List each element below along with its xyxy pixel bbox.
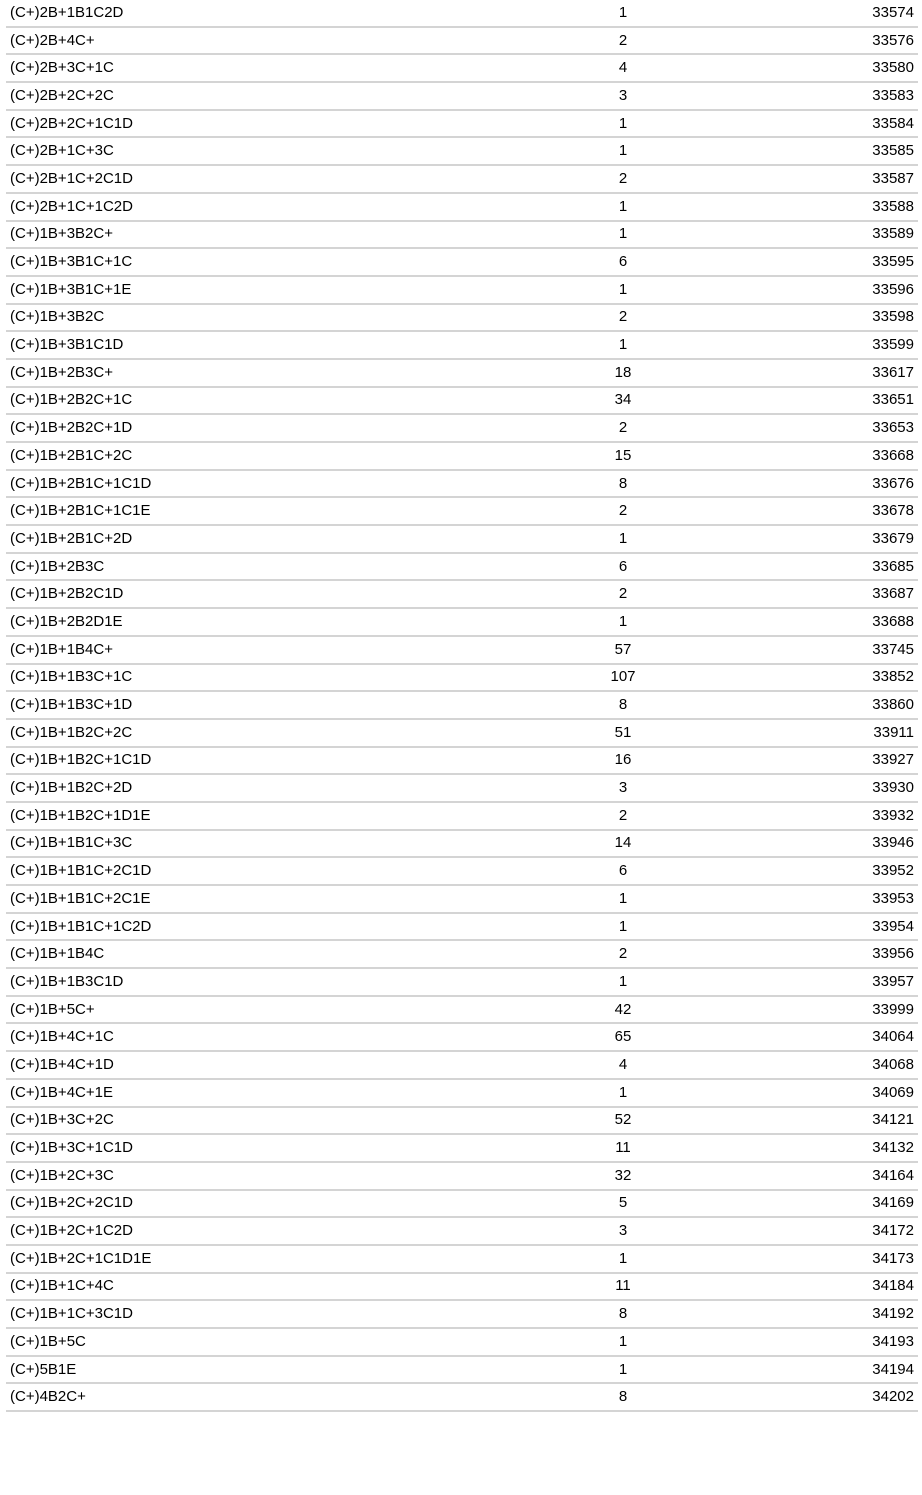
pattern-cell: (C+)1B+1B2C+2C xyxy=(6,719,406,747)
pattern-cell: (C+)1B+2B2C1D xyxy=(6,580,406,608)
pattern-cell: (C+)1B+4C+1E xyxy=(6,1079,406,1107)
count-cell: 1 xyxy=(406,331,840,359)
table-row xyxy=(6,276,918,304)
pattern-cell: (C+)1B+1B4C xyxy=(6,940,406,968)
cumulative-cell: 34172 xyxy=(840,1217,918,1245)
pattern-cell: (C+)1B+3B2C xyxy=(6,304,406,332)
pattern-cell: (C+)1B+1B3C+1D xyxy=(6,691,406,719)
pattern-cell: (C+)1B+3B1C+1E xyxy=(6,276,406,304)
table-row xyxy=(6,885,918,913)
cumulative-cell: 33589 xyxy=(840,221,918,249)
cumulative-cell: 34193 xyxy=(840,1328,918,1356)
count-cell: 15 xyxy=(406,442,840,470)
pattern-cell: (C+)1B+3B2C+ xyxy=(6,221,406,249)
table-row xyxy=(6,1134,918,1162)
table-row xyxy=(6,968,918,996)
pattern-cell: (C+)1B+4C+1D xyxy=(6,1051,406,1079)
table-row xyxy=(6,193,918,221)
cumulative-cell: 33678 xyxy=(840,497,918,525)
cumulative-cell: 33745 xyxy=(840,636,918,664)
table-row xyxy=(6,1328,918,1356)
cumulative-cell: 33860 xyxy=(840,691,918,719)
table-row xyxy=(6,331,918,359)
table-row xyxy=(6,691,918,719)
cumulative-cell: 33930 xyxy=(840,774,918,802)
count-cell: 1 xyxy=(406,608,840,636)
count-cell: 1 xyxy=(406,1356,840,1384)
count-cell: 5 xyxy=(406,1190,840,1218)
count-cell: 2 xyxy=(406,165,840,193)
pattern-cell: (C+)1B+1B1C+2C1D xyxy=(6,857,406,885)
table-row xyxy=(6,1107,918,1135)
table-row xyxy=(6,359,918,387)
count-cell: 2 xyxy=(406,580,840,608)
cumulative-cell: 33653 xyxy=(840,414,918,442)
pattern-cell: (C+)2B+1B1C2D xyxy=(6,0,406,27)
data-table xyxy=(6,0,918,1412)
pattern-cell: (C+)4B2C+ xyxy=(6,1383,406,1411)
cumulative-cell: 33580 xyxy=(840,54,918,82)
pattern-cell: (C+)1B+1B3C+1C xyxy=(6,664,406,692)
table-body xyxy=(6,0,918,1411)
table-row xyxy=(6,1051,918,1079)
pattern-cell: (C+)1B+2B3C xyxy=(6,553,406,581)
pattern-cell: (C+)2B+1C+3C xyxy=(6,137,406,165)
pattern-cell: (C+)2B+1C+2C1D xyxy=(6,165,406,193)
pattern-cell: (C+)1B+2B3C+ xyxy=(6,359,406,387)
pattern-cell: (C+)1B+2B1C+1C1E xyxy=(6,497,406,525)
cumulative-cell: 33957 xyxy=(840,968,918,996)
table-row xyxy=(6,1245,918,1273)
count-cell: 14 xyxy=(406,830,840,858)
table-row xyxy=(6,165,918,193)
cumulative-cell: 34132 xyxy=(840,1134,918,1162)
cumulative-cell: 33596 xyxy=(840,276,918,304)
count-cell: 1 xyxy=(406,885,840,913)
pattern-cell: (C+)1B+1B2C+1D1E xyxy=(6,802,406,830)
cumulative-cell: 33576 xyxy=(840,27,918,55)
table-row xyxy=(6,497,918,525)
cumulative-cell: 33574 xyxy=(840,0,918,27)
count-cell: 1 xyxy=(406,137,840,165)
table-row xyxy=(6,664,918,692)
count-cell: 52 xyxy=(406,1107,840,1135)
count-cell: 1 xyxy=(406,193,840,221)
table-row xyxy=(6,248,918,276)
pattern-cell: (C+)1B+1B2C+2D xyxy=(6,774,406,802)
table-row xyxy=(6,387,918,415)
cumulative-cell: 33946 xyxy=(840,830,918,858)
table-row xyxy=(6,442,918,470)
cumulative-cell: 33599 xyxy=(840,331,918,359)
pattern-cell: (C+)2B+1C+1C2D xyxy=(6,193,406,221)
count-cell: 8 xyxy=(406,1300,840,1328)
table-row xyxy=(6,774,918,802)
cumulative-cell: 33954 xyxy=(840,913,918,941)
table-row xyxy=(6,608,918,636)
count-cell: 1 xyxy=(406,525,840,553)
pattern-cell: (C+)1B+5C xyxy=(6,1328,406,1356)
pattern-cell: (C+)2B+2C+2C xyxy=(6,82,406,110)
pattern-cell: (C+)1B+2B2C+1C xyxy=(6,387,406,415)
cumulative-cell: 33952 xyxy=(840,857,918,885)
table-row xyxy=(6,1356,918,1384)
count-cell: 3 xyxy=(406,774,840,802)
cumulative-cell: 34173 xyxy=(840,1245,918,1273)
pattern-cell: (C+)1B+2B1C+2C xyxy=(6,442,406,470)
count-cell: 32 xyxy=(406,1162,840,1190)
count-cell: 6 xyxy=(406,248,840,276)
table-row xyxy=(6,1190,918,1218)
count-cell: 2 xyxy=(406,802,840,830)
pattern-cell: (C+)1B+2C+3C xyxy=(6,1162,406,1190)
pattern-cell: (C+)1B+1B3C1D xyxy=(6,968,406,996)
cumulative-cell: 34068 xyxy=(840,1051,918,1079)
cumulative-cell: 33852 xyxy=(840,664,918,692)
pattern-cell: (C+)1B+1C+4C xyxy=(6,1273,406,1301)
table-row xyxy=(6,82,918,110)
cumulative-cell: 33588 xyxy=(840,193,918,221)
cumulative-cell: 33688 xyxy=(840,608,918,636)
pattern-cell: (C+)1B+1B1C+1C2D xyxy=(6,913,406,941)
table-row xyxy=(6,1079,918,1107)
cumulative-cell: 34121 xyxy=(840,1107,918,1135)
cumulative-cell: 33617 xyxy=(840,359,918,387)
count-cell: 1 xyxy=(406,1245,840,1273)
cumulative-cell: 33585 xyxy=(840,137,918,165)
table-row xyxy=(6,54,918,82)
table-row xyxy=(6,0,918,27)
table-row xyxy=(6,747,918,775)
pattern-cell: (C+)1B+2B2D1E xyxy=(6,608,406,636)
table-row xyxy=(6,1300,918,1328)
table-row xyxy=(6,414,918,442)
pattern-cell: (C+)2B+3C+1C xyxy=(6,54,406,82)
cumulative-cell: 33953 xyxy=(840,885,918,913)
table-row xyxy=(6,1023,918,1051)
count-cell: 3 xyxy=(406,82,840,110)
cumulative-cell: 34164 xyxy=(840,1162,918,1190)
count-cell: 1 xyxy=(406,968,840,996)
count-cell: 2 xyxy=(406,414,840,442)
table-row xyxy=(6,857,918,885)
table-row xyxy=(6,304,918,332)
cumulative-cell: 33595 xyxy=(840,248,918,276)
count-cell: 8 xyxy=(406,691,840,719)
count-cell: 107 xyxy=(406,664,840,692)
pattern-cell: (C+)1B+3B1C1D xyxy=(6,331,406,359)
pattern-cell: (C+)1B+2B1C+2D xyxy=(6,525,406,553)
cumulative-cell: 33685 xyxy=(840,553,918,581)
pattern-cell: (C+)2B+2C+1C1D xyxy=(6,110,406,138)
table-row xyxy=(6,913,918,941)
cumulative-cell: 33651 xyxy=(840,387,918,415)
cumulative-cell: 33687 xyxy=(840,580,918,608)
count-cell: 1 xyxy=(406,1328,840,1356)
count-cell: 57 xyxy=(406,636,840,664)
count-cell: 1 xyxy=(406,110,840,138)
count-cell: 1 xyxy=(406,1079,840,1107)
count-cell: 1 xyxy=(406,276,840,304)
pattern-cell: (C+)1B+3B1C+1C xyxy=(6,248,406,276)
table-row xyxy=(6,1383,918,1411)
pattern-cell: (C+)1B+3C+2C xyxy=(6,1107,406,1135)
count-cell: 42 xyxy=(406,996,840,1024)
count-cell: 34 xyxy=(406,387,840,415)
pattern-cell: (C+)1B+2C+1C1D1E xyxy=(6,1245,406,1273)
cumulative-cell: 34069 xyxy=(840,1079,918,1107)
table-row xyxy=(6,1273,918,1301)
cumulative-cell: 33598 xyxy=(840,304,918,332)
count-cell: 11 xyxy=(406,1273,840,1301)
pattern-cell: (C+)1B+2B1C+1C1D xyxy=(6,470,406,498)
pattern-cell: (C+)1B+2B2C+1D xyxy=(6,414,406,442)
table-row xyxy=(6,940,918,968)
cumulative-cell: 33668 xyxy=(840,442,918,470)
count-cell: 2 xyxy=(406,497,840,525)
cumulative-cell: 33932 xyxy=(840,802,918,830)
count-cell: 1 xyxy=(406,913,840,941)
cumulative-cell: 33999 xyxy=(840,996,918,1024)
count-cell: 4 xyxy=(406,54,840,82)
count-cell: 3 xyxy=(406,1217,840,1245)
cumulative-cell: 34194 xyxy=(840,1356,918,1384)
table-row xyxy=(6,996,918,1024)
table-row xyxy=(6,137,918,165)
pattern-cell: (C+)1B+1B1C+2C1E xyxy=(6,885,406,913)
pattern-cell: (C+)1B+4C+1C xyxy=(6,1023,406,1051)
table-row xyxy=(6,110,918,138)
count-cell: 1 xyxy=(406,221,840,249)
count-cell: 16 xyxy=(406,747,840,775)
pattern-cell: (C+)1B+2C+2C1D xyxy=(6,1190,406,1218)
count-cell: 65 xyxy=(406,1023,840,1051)
pattern-cell: (C+)2B+4C+ xyxy=(6,27,406,55)
cumulative-cell: 34184 xyxy=(840,1273,918,1301)
count-cell: 2 xyxy=(406,940,840,968)
pattern-cell: (C+)1B+1B4C+ xyxy=(6,636,406,664)
cumulative-cell: 33927 xyxy=(840,747,918,775)
table-row xyxy=(6,636,918,664)
pattern-cell: (C+)5B1E xyxy=(6,1356,406,1384)
count-cell: 2 xyxy=(406,304,840,332)
cumulative-cell: 34064 xyxy=(840,1023,918,1051)
count-cell: 6 xyxy=(406,553,840,581)
table-row xyxy=(6,580,918,608)
pattern-cell: (C+)1B+1C+3C1D xyxy=(6,1300,406,1328)
table-row xyxy=(6,1217,918,1245)
table-row xyxy=(6,27,918,55)
cumulative-cell: 33676 xyxy=(840,470,918,498)
cumulative-cell: 34169 xyxy=(840,1190,918,1218)
cumulative-cell: 33583 xyxy=(840,82,918,110)
table-row xyxy=(6,470,918,498)
count-cell: 51 xyxy=(406,719,840,747)
count-cell: 6 xyxy=(406,857,840,885)
table-row xyxy=(6,553,918,581)
cumulative-cell: 33587 xyxy=(840,165,918,193)
count-cell: 2 xyxy=(406,27,840,55)
cumulative-cell: 33584 xyxy=(840,110,918,138)
table-row xyxy=(6,719,918,747)
count-cell: 11 xyxy=(406,1134,840,1162)
table-row xyxy=(6,221,918,249)
table-row xyxy=(6,802,918,830)
cumulative-cell: 34192 xyxy=(840,1300,918,1328)
count-cell: 4 xyxy=(406,1051,840,1079)
pattern-cell: (C+)1B+2C+1C2D xyxy=(6,1217,406,1245)
pattern-cell: (C+)1B+5C+ xyxy=(6,996,406,1024)
count-cell: 8 xyxy=(406,470,840,498)
pattern-cell: (C+)1B+1B2C+1C1D xyxy=(6,747,406,775)
table-row xyxy=(6,525,918,553)
pattern-cell: (C+)1B+1B1C+3C xyxy=(6,830,406,858)
count-cell: 1 xyxy=(406,0,840,27)
table-row xyxy=(6,1162,918,1190)
cumulative-cell: 34202 xyxy=(840,1383,918,1411)
count-cell: 8 xyxy=(406,1383,840,1411)
table-row xyxy=(6,830,918,858)
cumulative-cell: 33911 xyxy=(840,719,918,747)
cumulative-cell: 33679 xyxy=(840,525,918,553)
cumulative-cell: 33956 xyxy=(840,940,918,968)
pattern-cell: (C+)1B+3C+1C1D xyxy=(6,1134,406,1162)
count-cell: 18 xyxy=(406,359,840,387)
